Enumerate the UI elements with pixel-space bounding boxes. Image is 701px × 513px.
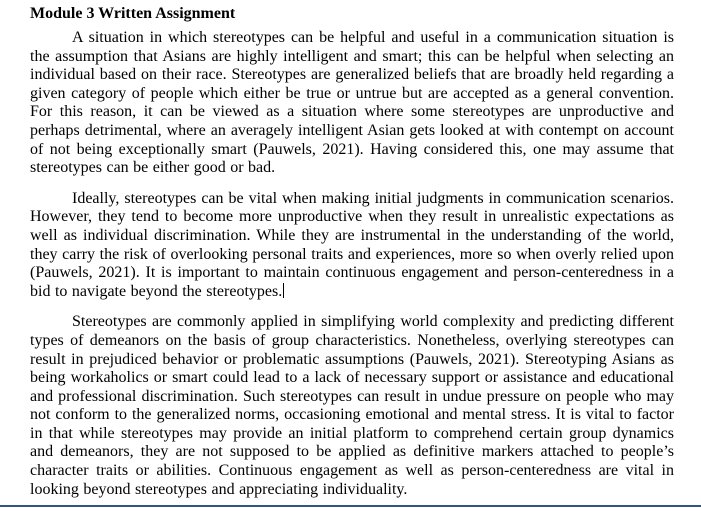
paragraph-2[interactable] (30, 190, 674, 302)
paragraph-1[interactable]: A situation in which stereotypes can be helpful and useful in a communication situation is the assumption that Asians are highly intelligent and smart; this can be helpful when selecting an individual based on their race. Stereotypes are generalized beliefs that are broadly held regarding a given category of people which either be true or untrue but are accepted as a general convention. For this reason, it can be viewed as a situation where some stereotypes are unproductive and perhaps detrimental, where an averagely intelligent Asian gets looked at with contempt on account of not being exceptionally smart (Pauwels, 2021). Having considered this, one may assume that stereotypes can be either good or bad. (30, 29, 674, 177)
document-body[interactable] (30, 29, 674, 511)
paragraph-3[interactable]: Stereotypes are commonly applied in simplifying world complexity and predicting different types of demeanors on the basis of group characteristics. Nonetheless, overlying stereotypes can result in prejudiced behavior or problematic assumptions (Pauwels, 2021). Stereotyping Asians as being workaholics or smart could lead to a lack of necessary support or assistance and educational and professional discrimination. Such stereotypes can result in undue pressure on people who may not conform to the generalized norms, occasioning emotional and mental stress. It is vital to factor in that while stereotypes may provide an initial platform to comprehend certain group dynamics and demeanors, they are not supposed to be applied as definitive markers attached to people’s character traits or abilities. Continuous engagement as well as person-centeredness are vital in looking beyond stereotypes and appreciating individuality. (30, 313, 674, 498)
document-title: Module 3 Written Assignment (30, 5, 236, 22)
bottom-divider (0, 505, 701, 507)
text-cursor (283, 283, 284, 298)
paragraph-2-text: Ideally, stereotypes can be vital when making initial judgments in communication scenarios. However, they tend to become more unproductive when they result in unrealistic expectations as well as individual discrimination. While they are instrumental in the understanding of the world, they carry the risk of overlooking personal traits and experiences, more so when overly relied upon (Pauwels, 2021). It is important to maintain continuous engagement and person-centeredness in a bid to navigate beyond the stereotypes. (30, 189, 674, 300)
